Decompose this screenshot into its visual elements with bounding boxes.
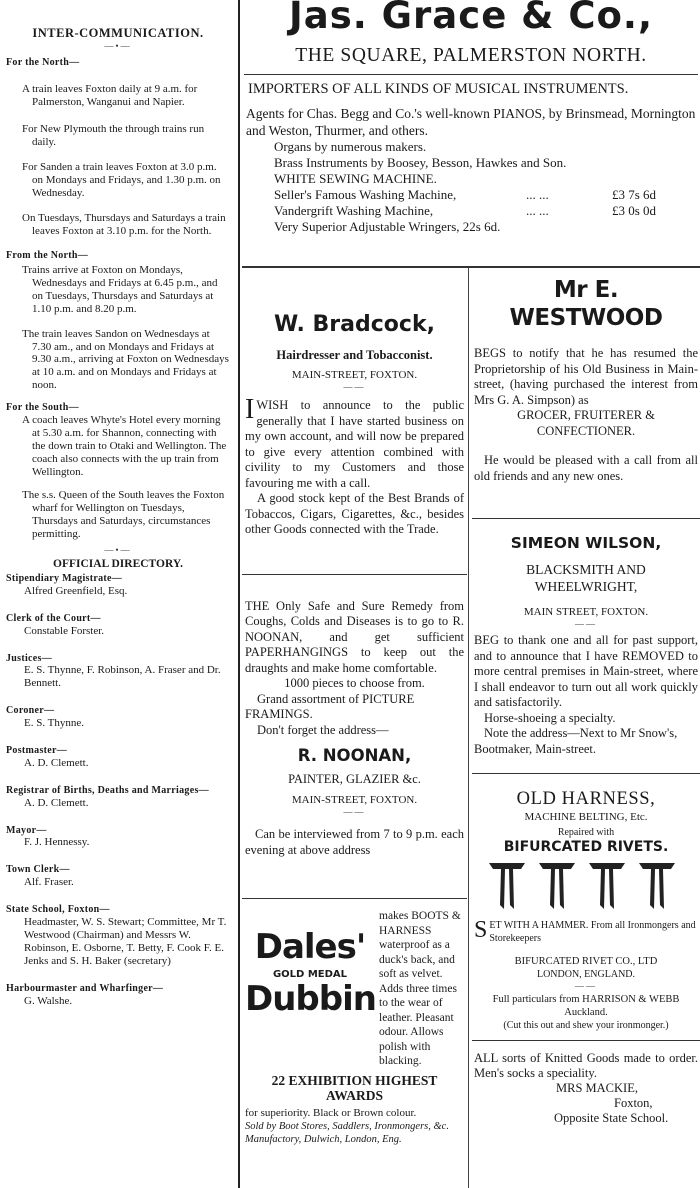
grace-organs: Organs by numerous makers. [274,139,427,154]
directory-heading: Harbourmaster and Wharfinger— [6,982,164,994]
grace-importers: IMPORTERS OF ALL KINDS OF MUSICAL INSTRUMENTS. [248,81,629,97]
bradcock-body [245,394,464,491]
harness-title: OLD HARNESS, [516,789,656,809]
mackie-place: Foxton, [614,1096,653,1110]
harness-set-text: ET WITH A HAMMER. From all Ironmongers and Storekeepers [489,920,696,944]
noonan-body-2: 1000 pieces to choose from. [284,676,425,690]
wilson-body-2: Horse-shoeing a specialty. [484,710,616,725]
bradcock-trade: Hairdresser and Tobacconist. [276,348,433,362]
grace-wringers: Very Superior Adjustable Wringers, 22s 6d. [274,219,501,234]
south-heading: For the South— [6,402,79,414]
directory-value: Alfred Greenfield, Esq. [24,584,128,597]
harness-advertisement [472,788,700,1032]
official-directory-title: OFFICIAL DIRECTORY. [53,557,183,570]
divider: —— [575,981,597,991]
directory-heading: Stipendiary Magistrate— [6,573,123,585]
grace-price-row [242,203,700,219]
right-column [472,268,700,1188]
westwood-body-2: He would be pleased with a call from all old friends and any new ones. [474,453,698,483]
inter-communication-title: INTER-COMMUNICATION. [32,26,204,40]
divider: —— [575,619,597,629]
bradcock-body-2: A good stock kept of the Best Brands of Tobaccos, Cigars, Cigarettes, &c., besides other Goods connected with the Trade. [245,491,464,536]
directory-heading: State School, Foxton— [6,904,110,916]
price-value: £3 0s 0d [612,203,657,218]
north-train-2: For New Plymouth the through trains run daily. [22,123,205,149]
from-north-2: The train leaves Sandon on Wednesdays at 7.30 am., and on Mondays and Fridays at 9.30 a.m., arriving at Foxton on Wednesdays at 10 a.m. and on Mondays and Fridays at noon. [22,327,229,392]
drop-cap: S [474,917,488,943]
harness-sub: MACHINE BELTING, Etc. [524,811,648,823]
wilson-trade: BLACKSMITH AND WHEELWRIGHT, [526,562,646,594]
directory-heading: Coroner— [6,705,55,717]
directory-value: Headmaster, W. S. Stewart; Committee, Mr T. Westwood (Chairman) and Messrs W. Robinson, E. Osborne, T. Betty, F. Cook F. E. Jenks and S. H. Baker (secretary) [24,915,227,967]
mackie-advertisement [472,1051,700,1126]
grace-address: THE SQUARE, PALMERSTON NORTH. [295,45,647,66]
directory-value: F. J. Hennessy. [24,836,90,849]
noonan-advertisement [242,599,467,859]
harness-set [474,919,698,945]
grace-name: Jas. Grace & Co., [288,0,654,37]
directory-list [6,573,230,1008]
south-coach: A coach leaves Whyte's Hotel every morning at 5.30 a.m. for Shannon, connecting with the down train to Otaki and Wellington. The coach also connects with the up train from Wellington. [22,414,227,479]
directory-heading: Registrar of Births, Deaths and Marriages— [6,784,209,796]
column-rule [468,268,469,1188]
westwood-body: BEGS to notify that he has resumed the Proprietorship of his Old Business in Main-street, (having purchased the interest from Mrs G. A. Simpson) as [474,346,698,407]
from-north-heading: From the North— [6,249,89,261]
noonan-name: R. NOONAN, [297,746,412,765]
drop-cap: I [245,394,255,425]
mackie-name: MRS MACKIE, [556,1081,638,1095]
directory-heading: Clerk of the Court— [6,612,101,624]
grace-price-row [242,187,700,203]
divider: —— [343,382,366,392]
harness-cut: (Cut this out and shew your ironmonger.) [503,1020,669,1031]
divider: —— [343,807,366,817]
divider [472,518,700,519]
wilson-body: BEG to thank one and all for past support, and to announce that I have REMOVED to more central premises in Main-street, where I shall endeavor to turn out all work quickly and satisfactorily. [474,633,698,709]
price-leader: ... ... [526,187,549,202]
noonan-body-3: Grand assortment of PICTURE FRAMINGS. [245,691,415,721]
wilson-name: SIMEON WILSON, [510,534,662,552]
noonan-body: THE Only Safe and Sure Remedy from Coughs, Colds and Diseases is to go to R. NOONAN, and get sufficient PAPERHANGINGS to keep out the draughts and make home comfortable. [245,598,464,675]
price-item-name: Seller's Famous Washing Machine, [274,187,457,202]
divider: —•— [104,544,132,555]
westwood-name: Mr E. WESTWOOD [509,277,663,331]
wilson-address: MAIN STREET, FOXTON. [523,606,649,618]
dubbin-word: Dubbin [245,979,376,1019]
for-north-heading: For the North— [6,57,80,69]
divider [242,898,467,899]
directory-heading: Postmaster— [6,745,68,757]
westwood-advertisement [472,276,700,484]
mackie-body: ALL sorts of Knitted Goods made to order. Men's socks a speciality. [474,1051,698,1080]
from-north-1: Trains arrive at Foxton on Mondays, Wednesdays and Fridays at 6.45 p.m., and on Tuesdays, Thursdays and Saturdays at 1.10 p.m. and 8.20 p.m. [22,263,218,315]
directory-value: E. S. Thynne. [24,717,84,730]
noonan-address: MAIN-STREET, FOXTON. [291,794,418,806]
dales-medal: GOLD MEDAL [272,969,348,980]
middle-column [242,268,467,1188]
inter-communication-column [0,0,236,1188]
directory-value: Alf. Fraser. [24,876,74,889]
harness-rivets: BIFURCATED RIVETS. [503,839,669,855]
westwood-trade: GROCER, FRUITERER & CONFECTIONER. [517,408,655,438]
divider [472,1040,700,1041]
bradcock-body-text: WISH to announce to the public generally that I have started business on my own account, and will now be prepared to give every attention combined with civility to my Customers and those favouring me with a call. [245,398,464,490]
south-steamer: The s.s. Queen of the South leaves the Foxton wharf for Wellington on Tuesdays, Thursdays and Saturdays, circumstances permitting. [22,489,225,540]
directory-value: A. D. Clemett. [24,756,89,769]
directory-heading: Mayor— [6,824,47,836]
divider: —•— [104,40,132,51]
directory-value: G. Walshe. [24,994,73,1007]
wilson-body-3: Note the address—Next to Mr Snow's, Bootmaker, Main-street. [474,726,678,756]
rivets-illustration [481,859,691,915]
harness-full: Full particulars from HARRISON & WEBB Auckland. [492,994,680,1018]
north-train-3: For Sanden a train leaves Foxton at 3.0 p.m. on Mondays and Fridays, and 1.30 p.m. on Wednesday. [22,161,221,199]
price-value: £3 7s 6d [612,187,657,202]
divider [472,773,700,774]
dales-dubbin-advertisement [242,909,467,1146]
grace-sewing: WHITE SEWING MACHINE. [274,171,437,186]
divider [242,574,467,575]
directory-value: A. D. Clemett. [24,796,89,809]
dales-footer: for superiority. Black or Brown colour. [245,1106,417,1119]
bradcock-address: MAIN-STREET, FOXTON. [291,369,418,381]
mackie-address: Opposite State School. [554,1111,669,1125]
noonan-hours: Can be interviewed from 7 to 9 p.m. each evening at above address [245,827,464,857]
dales-footer-2: Sold by Boot Stores, Saddlers, Ironmongers, &c. Manufactory, Dulwich, London, Eng. [245,1121,449,1145]
divider [244,74,698,75]
noonan-trade: PAINTER, GLAZIER &c. [288,772,421,786]
wilson-advertisement [472,533,700,757]
grace-advertisement [242,0,700,268]
directory-value: E. S. Thynne, F. Robinson, A. Fraser and Dr. Bennett. [24,664,221,690]
bradcock-advertisement [242,312,467,538]
dales-top [245,909,464,1069]
directory-heading: Town Clerk— [6,864,70,876]
grace-brass: Brass Instruments by Boosey, Besson, Hawkes and Son. [274,155,567,170]
directory-value: Constable Forster. [24,624,105,637]
bradcock-name: W. Bradcock, [274,312,435,337]
price-item-name: Vandergrift Washing Machine, [274,203,434,218]
price-leader: ... ... [526,203,549,218]
north-train-4: On Tuesdays, Thursdays and Saturdays a train leaves Foxton at 3.10 p.m. for the North. [22,211,226,237]
noonan-body-4: Don't forget the address— [257,722,389,737]
column-rule [238,0,240,1188]
harness-london: LONDON, ENGLAND. [536,969,636,980]
harness-company: BIFURCATED RIVET CO., LTD [514,956,658,967]
dales-side-text: makes BOOTS & HARNESS waterproof as a duck's back, and soft as velvet. Adds three times to the wear of leather. Pleasant odour. Allows polish with blacking. [379,910,461,1067]
dales-logo [245,909,375,1069]
harness-repaired: Repaired with [557,827,615,838]
dales-word: Dales' [254,927,366,967]
directory-heading: Justices— [6,652,53,664]
north-train-1: A train leaves Foxton daily at 9 a.m. for Palmerston, Wanganui and Napier. [22,83,198,109]
dales-awards: 22 EXHIBITION HIGHEST AWARDS [271,1072,438,1103]
grace-agents: Agents for Chas. Begg and Co.'s well-known PIANOS, by Brinsmead, Mornington and Weston, Thurmer, and others. [246,106,696,138]
